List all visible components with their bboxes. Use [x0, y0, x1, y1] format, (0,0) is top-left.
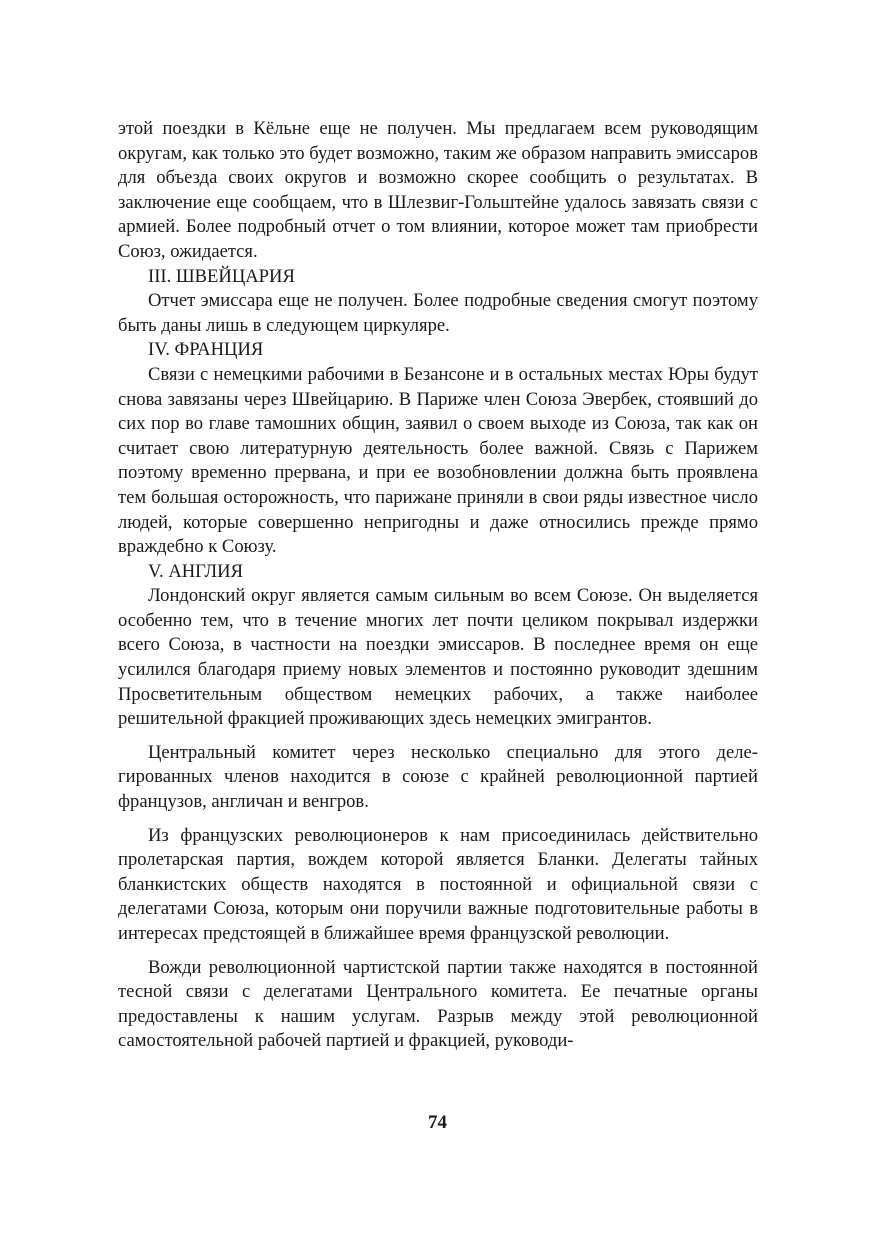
section-heading-france: IV. ФРАНЦИЯ: [148, 339, 264, 361]
document-page: [118, 117, 758, 1054]
page-number: 74: [428, 1112, 447, 1133]
paragraph-french-revolutionaries: Из французских революционеров к нам присоединилась действительно пролетарская партия, вождем которой является Бланки. Делегаты тайных бланкистских обществ находятся в постоянной и официальной связи с делегатами Союза, которым они поручили важные подготовительные работы в интересах предстоящей в ближайшее время французской революции.: [118, 824, 758, 944]
paragraph-continuation: этой поездки в Кёльне еще не получен. Мы предлагаем всем руководящим округам, как только это будет возможно, таким же образом направить эмиссаров для объезда своих округов и возможно скорее сообщить о результатах. В заключение еще сообщаем, что в Шлезвиг-Гольштейне удалось завязать связи с армией. Более подробный отчет о том влиянии, которое может там приобрести Союз, ожидается.: [118, 118, 758, 262]
paragraph-switzerland: Отчет эмиссара еще не получен. Более подробные сведения смогут поэтому быть даны лишь в следующем циркуляре.: [118, 290, 758, 336]
section-heading-switzerland: III. ШВЕЙЦАРИЯ: [148, 265, 295, 287]
paragraph-central-committee: Центральный комитет через несколько специально для этого делегированных членов находится в союзе с крайней революционной партией французов, англичан и венгров.: [118, 741, 758, 813]
paragraph-france: Связи с немецкими рабочими в Безансоне и в остальных местах Юры будут снова завязаны через Швейцарию. В Париже член Союза Эвербек, стоявший до сих пор во главе тамошних общин, заявил о своем выходе из Союза, так как он считает свою литературную деятельность более важной. Связь с Парижем поэтому временно прервана, и при ее возобновлении должна быть проявлена тем большая осторожность, что парижане приняли в свои ряды известное число людей, которые совершенно непригодны и даже относились прежде прямо враждебно к Союзу.: [118, 363, 758, 558]
section-heading-england: V. АНГЛИЯ: [148, 560, 243, 582]
paragraph-london-district: Лондонский округ является самым сильным во всем Союзе. Он выделяется особенно тем, что в течение многих лет почти целиком покрывал издержки всего Союза, в частности на поездки эмиссаров. В последнее время он еще усилился благодаря приему новых элементов и постоянно руководит здешним Просветительным обществом немецких рабочих, а также наиболее решительной фракцией проживающих здесь немецких эмигрантов.: [118, 585, 758, 730]
paragraph-chartists: Вожди революционной чартистской партии также находятся в постоянной тесной связи с делегатами Центрального комитета. Ее печатные органы предоставлены к нашим услугам. Разрыв между этой революционной самостоятельной рабочей партией и фракцией, руководи-: [118, 956, 758, 1052]
